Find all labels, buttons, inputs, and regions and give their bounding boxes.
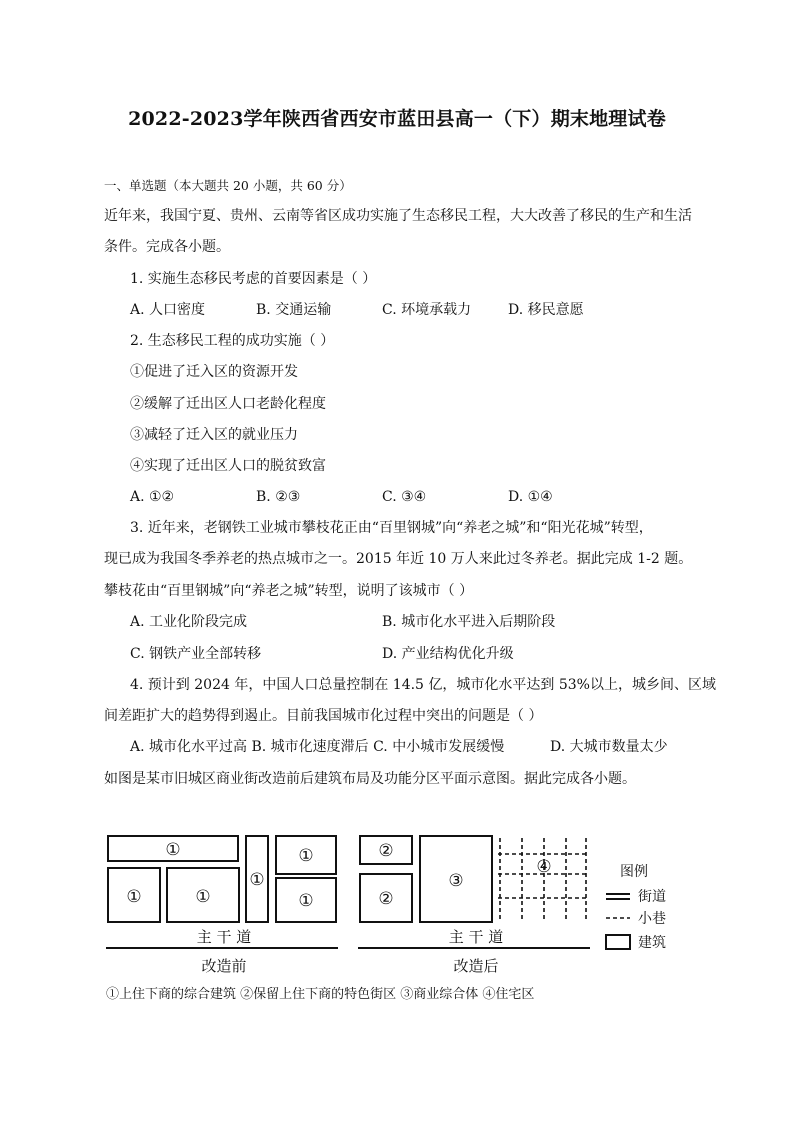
- page-title: 2022-2023学年陕西省西安市蓝田县高一（下）期末地理试卷: [128, 108, 666, 130]
- label-circ2-bottom: ②: [378, 889, 394, 909]
- intro1-line1: 近年来，我国宁夏、贵州、云南等省区成功实施了生态移民工程，大大改善了移民的生产和生活: [104, 208, 692, 224]
- label-circ1-mid: ①: [195, 887, 211, 907]
- section-heading: 一、单选题（本大题共 20 小题，共 60 分）: [104, 178, 352, 193]
- q1-option-a: A. 人口密度: [130, 302, 206, 318]
- q2-item-2: ②缓解了迁出区人口老龄化程度: [130, 396, 326, 412]
- q3-stem-line1: 3. 近年来，老钢铁工业城市攀枝花正由“百里钢城”向“养老之城”和“阳光花城”转型，: [130, 520, 653, 536]
- q4-option-d: D. 大城市数量太少: [550, 739, 668, 755]
- q2-stem: 2. 生态移民工程的成功实施（ ）: [130, 333, 335, 349]
- road-label-before: 主 干 道: [196, 928, 252, 946]
- q2-option-a: A. ①②: [130, 489, 175, 505]
- q1-option-c: C. 环境承载力: [382, 302, 472, 318]
- label-circ1-left: ①: [126, 887, 142, 907]
- q2-option-d: D. ①④: [508, 489, 553, 505]
- caption-after: 改造后: [453, 957, 499, 975]
- q3-option-b: B. 城市化水平进入后期阶段: [382, 614, 556, 630]
- label-circ3: ③: [448, 871, 464, 891]
- q4-options-abc: A. 城市化水平过高 B. 城市化速度滞后 C. 中小城市发展缓慢: [130, 739, 505, 755]
- legend-lane-label: 小巷: [638, 911, 666, 927]
- figure-key: ①上住下商的综合建筑 ②保留上住下商的特色街区 ③商业综合体 ④住宅区: [106, 987, 535, 1002]
- q4-stem-line2: 间差距扩大的趋势得到遏止。目前我国城市化过程中突出的问题是（ ）: [104, 708, 543, 724]
- intro1-line2: 条件。完成各小题。: [104, 239, 230, 255]
- q2-item-4: ④实现了迁出区人口的脱贫致富: [130, 458, 326, 474]
- legend-building-box: [606, 935, 630, 949]
- legend-title: 图例: [620, 864, 648, 880]
- q1-option-b: B. 交通运输: [256, 302, 332, 318]
- q1-stem: 1. 实施生态移民考虑的首要因素是（ ）: [130, 271, 377, 287]
- q3-stem-line2: 现已成为我国冬季养老的热点城市之一。2015 年近 10 万人来此过冬养老。据此完成 1-2 题。: [104, 551, 693, 567]
- legend-building-label: 建筑: [638, 935, 666, 951]
- q3-stem-line3: 攀枝花由“百里钢城”向“养老之城”转型，说明了该城市（ ）: [104, 583, 474, 599]
- q3-option-d: D. 产业结构优化升级: [382, 646, 514, 662]
- intro2: 如图是某市旧城区商业街改造前后建筑布局及功能分区平面示意图。据此完成各小题。: [104, 771, 636, 787]
- road-label-after: 主 干 道: [448, 928, 504, 946]
- legend-street-label: 街道: [638, 889, 666, 905]
- label-circ1-tall: ①: [249, 870, 265, 890]
- q3-option-a: A. 工业化阶段完成: [130, 614, 248, 630]
- label-circ1-top: ①: [165, 840, 181, 860]
- q2-item-3: ③减轻了迁入区的就业压力: [130, 427, 298, 443]
- street-layout-figure: [100, 826, 700, 1006]
- caption-before: 改造前: [201, 957, 247, 975]
- q2-option-b: B. ②③: [256, 489, 301, 505]
- q2-option-c: C. ③④: [382, 489, 427, 505]
- label-circ1-right-top: ①: [298, 846, 314, 866]
- label-circ2-top: ②: [378, 841, 394, 861]
- q3-option-c: C. 钢铁产业全部转移: [130, 646, 262, 662]
- q1-option-d: D. 移民意愿: [508, 302, 584, 318]
- label-circ4: ④: [536, 857, 552, 877]
- residential-grid: [498, 838, 588, 920]
- label-circ1-right-bottom: ①: [298, 891, 314, 911]
- q2-item-1: ①促进了迁入区的资源开发: [130, 364, 298, 380]
- q4-stem-line1: 4. 预计到 2024 年，中国人口总量控制在 14.5 亿，城市化水平达到 53%以上，城乡间、区域: [130, 677, 716, 693]
